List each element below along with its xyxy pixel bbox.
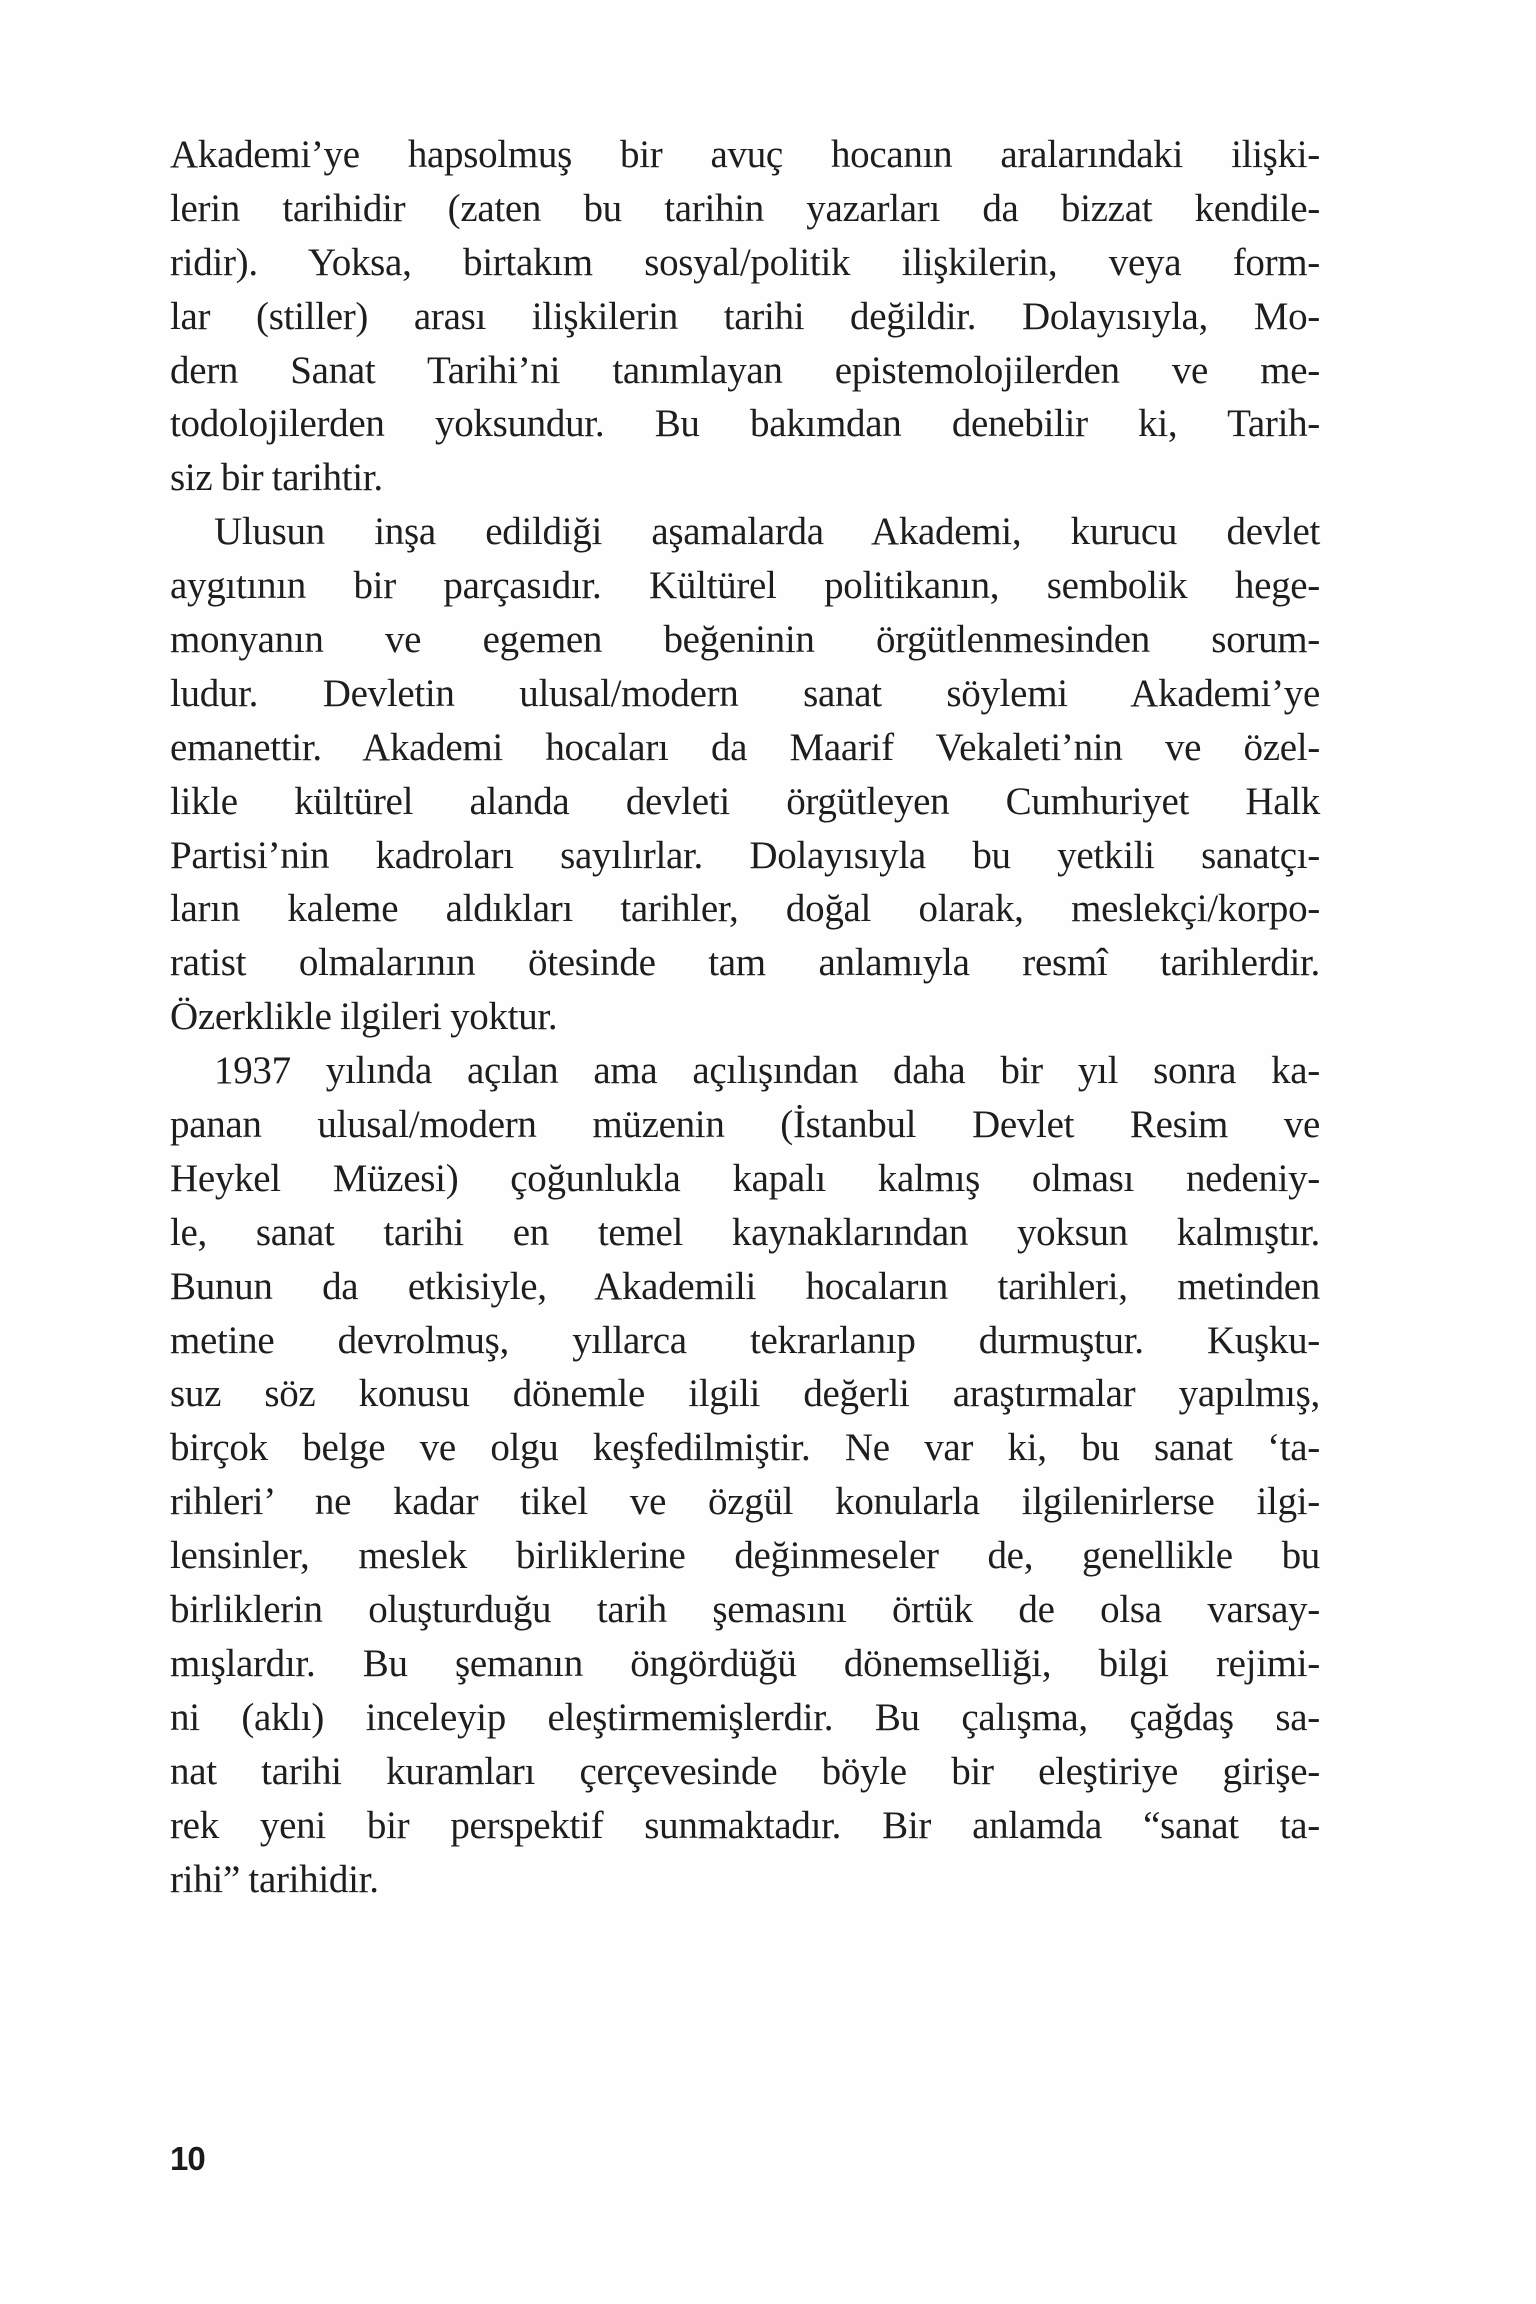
text-line: Partisi’nin kadroları sayılırlar. Dolayısıyla bu yetkili sanatçı-: [170, 833, 1320, 877]
text-line: birçok belge ve olgu keşfedilmiştir. Ne var ki, bu sanat ‘ta-: [170, 1426, 1320, 1470]
text-line: metine devrolmuş, yıllarca tekrarlanıp durmuştur. Kuşku-: [170, 1318, 1320, 1362]
text-line: siz bir tarihtir.: [170, 456, 383, 500]
text-line: rek yeni bir perspektif sunmaktadır. Bir anlamda “sanat ta-: [170, 1803, 1320, 1847]
text-line: ratist olmalarının ötesinde tam anlamıyla resmî tarihlerdir.: [170, 941, 1320, 985]
text-line: suz söz konusu dönemle ilgili değerli araştırmalar yapılmış,: [170, 1372, 1320, 1416]
text-line: Özerklikle ilgileri yoktur.: [170, 995, 558, 1039]
page-number: 10: [170, 2140, 205, 2177]
text-line: ni (aklı) inceleyip eleştirmemişlerdir. Bu çalışma, çağdaş sa-: [170, 1695, 1320, 1739]
text-line: emanettir. Akademi hocaları da Maarif Vekaleti’nin ve özel-: [170, 725, 1320, 769]
text-line: todolojilerden yoksundur. Bu bakımdan denebilir ki, Tarih-: [170, 402, 1320, 446]
text-line: mışlardır. Bu şemanın öngördüğü dönemselliği, bilgi rejimi-: [170, 1641, 1320, 1685]
text-line: panan ulusal/modern müzenin (İstanbul Devlet Resim ve: [170, 1103, 1320, 1147]
text-line: Bunun da etkisiyle, Akademili hocaların tarihleri, metinden: [170, 1264, 1320, 1308]
text-line: Heykel Müzesi) çoğunlukla kapalı kalmış olması nedeniy-: [170, 1156, 1320, 1200]
text-line: ların kaleme aldıkları tarihler, doğal olarak, meslekçi/korpo-: [170, 887, 1320, 931]
text-line: rihleri’ ne kadar tikel ve özgül konularla ilgilenirlerse ilgi-: [170, 1480, 1320, 1524]
text-line: ludur. Devletin ulusal/modern sanat söylemi Akademi’ye: [170, 671, 1320, 715]
text-line: aygıtının bir parçasıdır. Kültürel politikanın, sembolik hege-: [170, 564, 1320, 608]
text-line: monyanın ve egemen beğeninin örgütlenmesinden sorum-: [170, 618, 1320, 662]
text-line: rihi” tarihidir.: [170, 1857, 379, 1901]
text-line: nat tarihi kuramları çerçevesinde böyle bir eleştiriye girişe-: [170, 1749, 1320, 1793]
paragraph-start-line: 1937 yılında açılan ama açılışından daha bir yıl sonra ka-: [214, 1049, 1320, 1093]
text-line: lensinler, meslek birliklerine değinmeseler de, genellikle bu: [170, 1534, 1320, 1578]
text-line: likle kültürel alanda devleti örgütleyen Cumhuriyet Halk: [170, 779, 1320, 823]
paragraph-start-line: Ulusun inşa edildiği aşamalarda Akademi, kurucu devlet: [214, 510, 1320, 554]
text-line: birliklerin oluşturduğu tarih şemasını örtük de olsa varsay-: [170, 1588, 1320, 1632]
text-line: dern Sanat Tarihi’ni tanımlayan epistemolojilerden ve me-: [170, 348, 1320, 392]
text-line: lar (stiller) arası ilişkilerin tarihi değildir. Dolayısıyla, Mo-: [170, 294, 1320, 338]
text-line: Akademi’ye hapsolmuş bir avuç hocanın aralarındaki ilişki-: [170, 133, 1320, 176]
text-line: le, sanat tarihi en temel kaynaklarından yoksun kalmıştır.: [170, 1210, 1320, 1254]
text-line: ridir). Yoksa, birtakım sosyal/politik ilişkilerin, veya form-: [170, 240, 1320, 284]
text-line: lerin tarihidir (zaten bu tarihin yazarları da bizzat kendile-: [170, 186, 1320, 230]
body-text: [170, 128, 1320, 1906]
